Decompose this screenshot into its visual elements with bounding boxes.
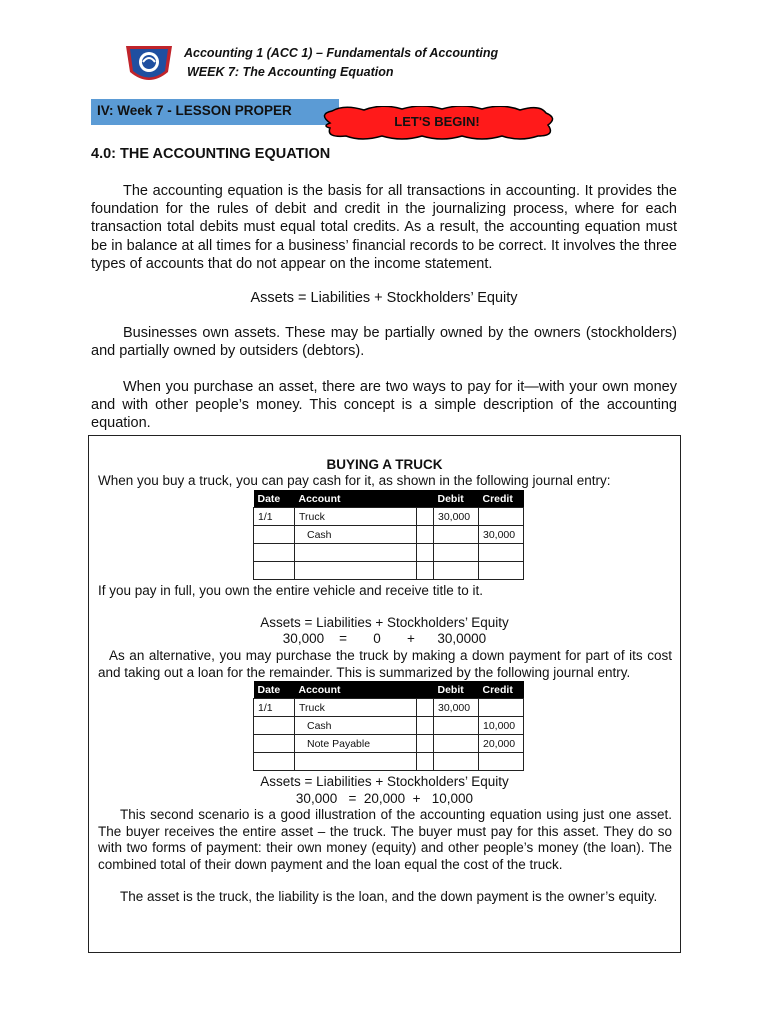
header-credit: Credit <box>479 681 524 699</box>
header-credit: Credit <box>479 490 524 508</box>
equation-2-values: 30,000 = 20,000 + 10,000 <box>295 791 474 806</box>
cell-date <box>254 717 295 735</box>
purchase-paragraph: When you purchase an asset, there are two ways to pay for it—with your own money and with other people’s money. This concept is a simple description of the accounting equation. <box>91 379 677 432</box>
course-title: Accounting 1 (ACC 1) – Fundamentals of Accounting <box>184 46 499 60</box>
cell-blank <box>417 526 434 544</box>
cell-credit <box>479 562 524 580</box>
cell-debit <box>434 735 479 753</box>
cell-account: Note Payable <box>295 735 417 753</box>
lets-begin-text: LET'S BEGIN! <box>394 114 480 129</box>
cell-debit <box>434 717 479 735</box>
school-logo <box>124 42 174 88</box>
cell-date: 1/1 <box>254 699 295 717</box>
cell-credit <box>479 544 524 562</box>
cell-debit: 30,000 <box>434 699 479 717</box>
journal-table-cash <box>253 490 524 580</box>
table-header-row <box>254 490 524 508</box>
header-blank <box>417 681 434 699</box>
cell-account <box>295 544 417 562</box>
header-blank <box>417 490 434 508</box>
table-row <box>254 717 524 735</box>
cell-blank <box>417 717 434 735</box>
table-row <box>254 526 524 544</box>
cell-credit: 20,000 <box>479 735 524 753</box>
cell-date: 1/1 <box>254 508 295 526</box>
truck-example-title: BUYING A TRUCK <box>326 457 443 472</box>
equation-2: Assets = Liabilities + Stockholders’ Equity <box>260 774 509 789</box>
cell-date <box>254 753 295 771</box>
equation-1-values: 30,000 = 0 + 30,0000 <box>282 631 487 646</box>
cell-debit: 30,000 <box>434 508 479 526</box>
cell-blank <box>417 753 434 771</box>
main-equation: Assets = Liabilities + Stockholders’ Equity <box>250 290 518 306</box>
cell-debit <box>434 544 479 562</box>
cell-account <box>295 753 417 771</box>
intro-paragraph: The accounting equation is the basis for all transactions in accounting. It provides the foundation for the rules of debit and credit in the journalizing process, where for each transaction total debits must equal total credits. As a result, the accounting equation must be in balance at all times for a business’ financial records to be correct. It involves the three types of accounts that do not appear on the income statement. <box>91 183 677 272</box>
cell-blank <box>417 544 434 562</box>
table-row <box>254 544 524 562</box>
cell-account: Cash <box>295 717 417 735</box>
cell-date <box>254 526 295 544</box>
cell-account: Truck <box>295 508 417 526</box>
cell-debit <box>434 753 479 771</box>
cell-credit <box>479 508 524 526</box>
cell-blank <box>417 562 434 580</box>
conclusion-paragraph: The asset is the truck, the liability is the loan, and the down payment is the owner’s equity. <box>120 889 658 904</box>
header-account: Account <box>295 490 417 508</box>
cell-debit <box>434 526 479 544</box>
header-date: Date <box>254 490 295 508</box>
table-row <box>254 508 524 526</box>
cell-blank <box>417 699 434 717</box>
lesson-banner: IV: Week 7 - LESSON PROPER <box>91 99 339 125</box>
alternative-text: As an alternative, you may purchase the truck by making a down payment for part of its cost and taking out a loan for the remainder. This is summarized by the following journal entry. <box>98 648 672 680</box>
cell-date <box>254 544 295 562</box>
section-title: 4.0: THE ACCOUNTING EQUATION <box>91 146 331 162</box>
week-title: WEEK 7: The Accounting Equation <box>187 65 394 79</box>
header-debit: Debit <box>434 490 479 508</box>
lets-begin-cloud <box>316 106 558 140</box>
cell-account <box>295 562 417 580</box>
table-header-row <box>254 681 524 699</box>
cell-credit: 10,000 <box>479 717 524 735</box>
assets-paragraph: Businesses own assets. These may be partially owned by the owners (stockholders) and partially owned by outsiders (debtors). <box>91 325 677 360</box>
header-date: Date <box>254 681 295 699</box>
cell-blank <box>417 508 434 526</box>
cell-debit <box>434 562 479 580</box>
cell-date <box>254 735 295 753</box>
equation-1: Assets = Liabilities + Stockholders’ Equity <box>260 615 509 630</box>
header-debit: Debit <box>434 681 479 699</box>
cell-credit <box>479 753 524 771</box>
table-row <box>254 562 524 580</box>
cell-credit: 30,000 <box>479 526 524 544</box>
pay-in-full-text: If you pay in full, you own the entire vehicle and receive title to it. <box>98 583 483 598</box>
cell-date <box>254 562 295 580</box>
cell-account: Truck <box>295 699 417 717</box>
table-row <box>254 699 524 717</box>
truck-intro: When you buy a truck, you can pay cash for it, as shown in the following journal entry: <box>98 473 611 488</box>
journal-table-loan <box>253 681 524 771</box>
cell-credit <box>479 699 524 717</box>
header-account: Account <box>295 681 417 699</box>
table-row <box>254 735 524 753</box>
table-row <box>254 753 524 771</box>
cell-blank <box>417 735 434 753</box>
second-scenario-paragraph: This second scenario is a good illustration of the accounting equation using just one asset. The buyer receives the entire asset – the truck. The buyer must pay for this asset. They do so with two forms of payment: their own money (equity) and other people’s money (the loan). The combined total of their down payment and the loan equal the cost of the truck. <box>98 807 672 872</box>
cell-account: Cash <box>295 526 417 544</box>
